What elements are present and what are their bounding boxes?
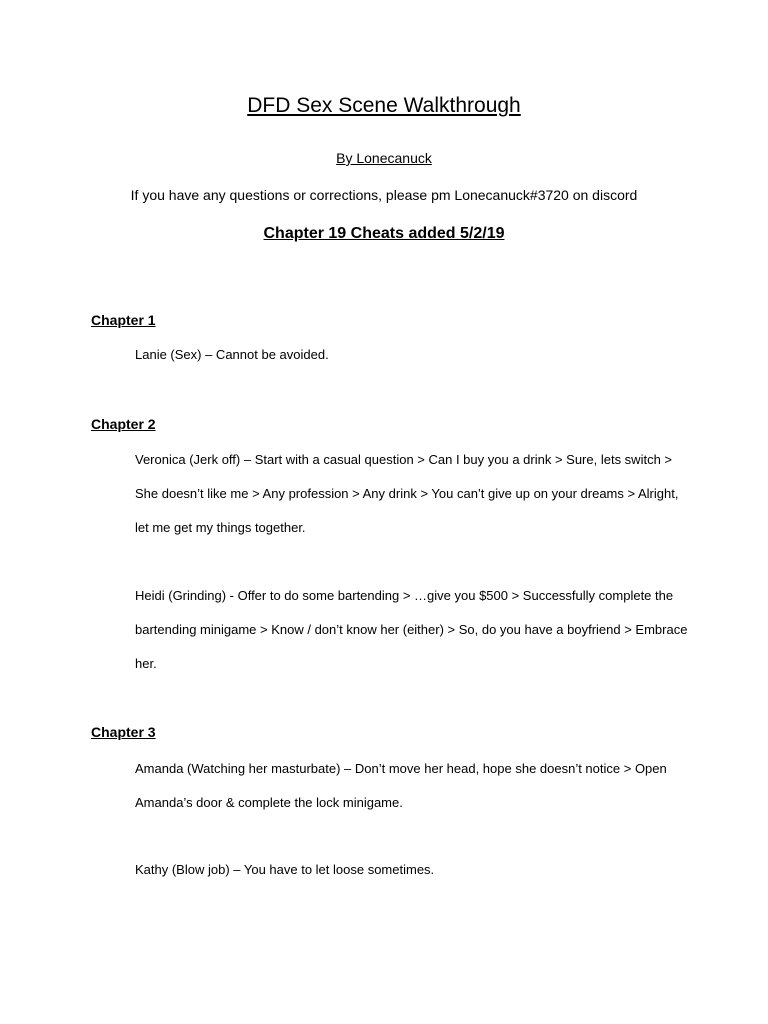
chapter-entry: Kathy (Blow job) – You have to let loose sometimes. [135,862,435,877]
chapter-entry: Veronica (Jerk off) – Start with a casual question > Can I buy you a drink > Sure, lets switch > She doesn’t like me > Any profession > Any drink > You can’t give up on your dreams > Alright, let me get my things together. [135,452,679,535]
chapter-entry: Heidi (Grinding) - Offer to do some bartending > …give you $500 > Successfully complete the bartending minigame > Know / don’t know her (either) > So, do you have a boyfriend > Embrace her. [135,588,688,671]
chapter-heading: Chapter 1 [91,312,156,328]
chapter-heading: Chapter 3 [91,724,156,740]
update-notice: Chapter 19 Cheats added 5/2/19 [263,225,505,242]
chapter-entry: Lanie (Sex) – Cannot be avoided. [135,347,329,362]
document-title: DFD Sex Scene Walkthrough [247,94,521,117]
contact-note: If you have any questions or corrections, please pm Lonecanuck#3720 on discord [130,187,638,203]
author-line: By Lonecanuck [336,150,432,166]
chapter-heading: Chapter 2 [91,416,156,432]
chapter-entry: Amanda (Watching her masturbate) – Don’t move her head, hope she doesn’t notice > Open Amanda’s door & complete the lock minigame. [135,761,667,810]
